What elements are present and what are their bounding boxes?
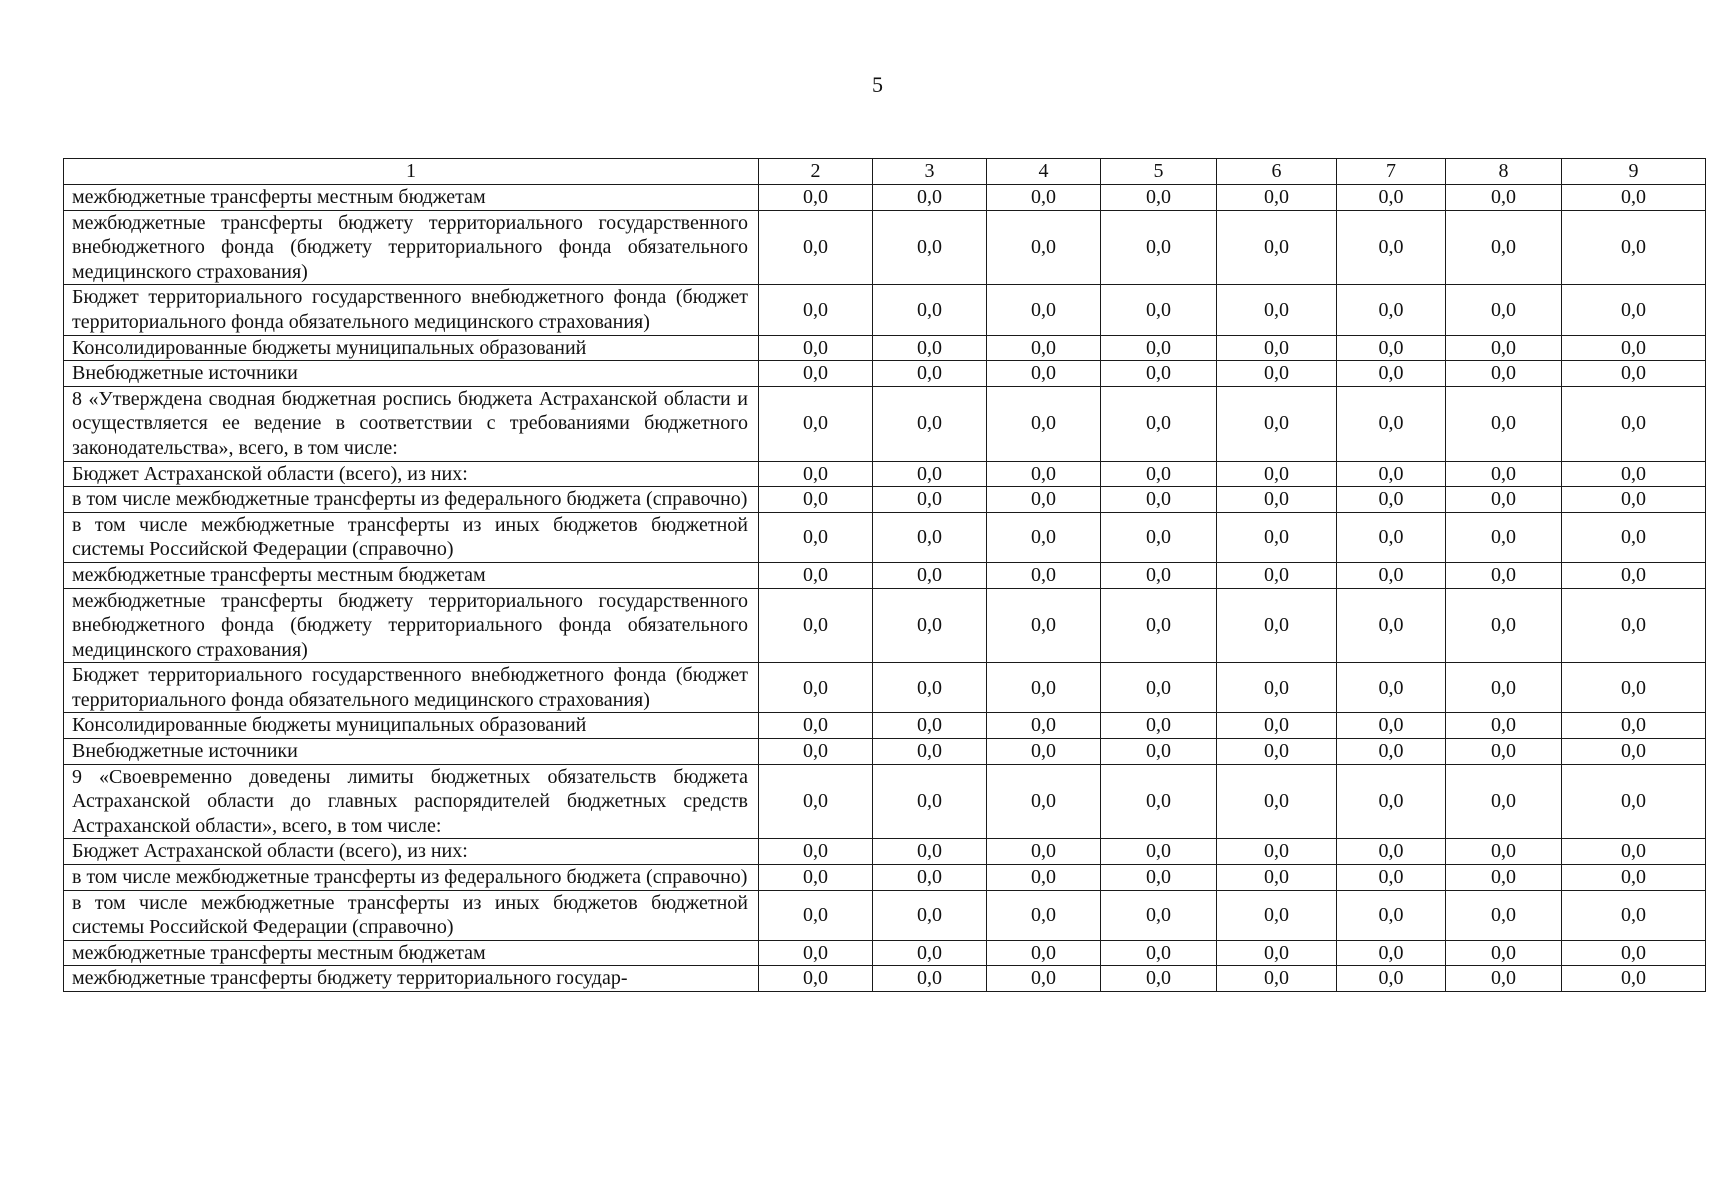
value-cell: 0,0 xyxy=(1446,839,1562,865)
value-cell: 0,0 xyxy=(759,739,873,765)
value-cell: 0,0 xyxy=(873,663,987,713)
value-cell: 0,0 xyxy=(1101,739,1217,765)
value-cell: 0,0 xyxy=(1217,386,1337,461)
row-label: межбюджетные трансферты бюджету территориального государственного внебюджетного фонда (бюджету территориального фонда обязательного медицинского страхования) xyxy=(64,210,759,285)
value-cell: 0,0 xyxy=(873,966,987,992)
table-row xyxy=(64,940,1706,966)
value-cell: 0,0 xyxy=(759,562,873,588)
value-cell: 0,0 xyxy=(987,361,1101,387)
value-cell: 0,0 xyxy=(987,588,1101,663)
value-cell: 0,0 xyxy=(1562,940,1706,966)
value-cell: 0,0 xyxy=(873,940,987,966)
value-cell: 0,0 xyxy=(1101,865,1217,891)
value-cell: 0,0 xyxy=(1217,512,1337,562)
table-row xyxy=(64,890,1706,940)
value-cell: 0,0 xyxy=(1337,839,1446,865)
row-label: в том числе межбюджетные трансферты из федерального бюджета (справочно) xyxy=(64,865,759,891)
value-cell: 0,0 xyxy=(1446,940,1562,966)
value-cell: 0,0 xyxy=(1217,839,1337,865)
column-header-9: 9 xyxy=(1562,159,1706,185)
value-cell: 0,0 xyxy=(1337,512,1446,562)
value-cell: 0,0 xyxy=(1217,210,1337,285)
value-cell: 0,0 xyxy=(1101,185,1217,211)
value-cell: 0,0 xyxy=(1217,335,1337,361)
value-cell: 0,0 xyxy=(1446,890,1562,940)
row-label: Бюджет Астраханской области (всего), из них: xyxy=(64,839,759,865)
value-cell: 0,0 xyxy=(759,487,873,513)
value-cell: 0,0 xyxy=(987,461,1101,487)
table-row xyxy=(64,764,1706,839)
value-cell: 0,0 xyxy=(1562,562,1706,588)
value-cell: 0,0 xyxy=(873,210,987,285)
value-cell: 0,0 xyxy=(1101,361,1217,387)
value-cell: 0,0 xyxy=(1337,185,1446,211)
value-cell: 0,0 xyxy=(1562,185,1706,211)
row-label: Бюджет территориального государственного внебюджетного фонда (бюджет территориального фонда обязательного медицинского страхования) xyxy=(64,285,759,335)
value-cell: 0,0 xyxy=(1446,588,1562,663)
column-header-3: 3 xyxy=(873,159,987,185)
column-header-8: 8 xyxy=(1446,159,1562,185)
value-cell: 0,0 xyxy=(987,663,1101,713)
value-cell: 0,0 xyxy=(1337,335,1446,361)
column-header-5: 5 xyxy=(1101,159,1217,185)
value-cell: 0,0 xyxy=(873,713,987,739)
value-cell: 0,0 xyxy=(759,512,873,562)
value-cell: 0,0 xyxy=(873,386,987,461)
value-cell: 0,0 xyxy=(1446,966,1562,992)
table-row xyxy=(64,839,1706,865)
value-cell: 0,0 xyxy=(1562,588,1706,663)
value-cell: 0,0 xyxy=(873,285,987,335)
value-cell: 0,0 xyxy=(1337,562,1446,588)
value-cell: 0,0 xyxy=(1562,839,1706,865)
value-cell: 0,0 xyxy=(1101,386,1217,461)
value-cell: 0,0 xyxy=(1217,890,1337,940)
value-cell: 0,0 xyxy=(759,966,873,992)
budget-table xyxy=(63,158,1706,992)
value-cell: 0,0 xyxy=(1446,461,1562,487)
value-cell: 0,0 xyxy=(759,663,873,713)
value-cell: 0,0 xyxy=(1101,210,1217,285)
value-cell: 0,0 xyxy=(873,890,987,940)
table-row xyxy=(64,185,1706,211)
value-cell: 0,0 xyxy=(873,335,987,361)
row-label: 8 «Утверждена сводная бюджетная роспись бюджета Астраханской области и осуществляется ее ведение в соответствии с требованиями бюджетного законодательства», всего, в том числе: xyxy=(64,386,759,461)
value-cell: 0,0 xyxy=(1562,487,1706,513)
value-cell: 0,0 xyxy=(1337,361,1446,387)
value-cell: 0,0 xyxy=(873,487,987,513)
value-cell: 0,0 xyxy=(1562,713,1706,739)
value-cell: 0,0 xyxy=(1562,335,1706,361)
row-label: межбюджетные трансферты местным бюджетам xyxy=(64,562,759,588)
value-cell: 0,0 xyxy=(1101,335,1217,361)
value-cell: 0,0 xyxy=(1446,764,1562,839)
table-row xyxy=(64,588,1706,663)
value-cell: 0,0 xyxy=(1217,764,1337,839)
value-cell: 0,0 xyxy=(759,713,873,739)
value-cell: 0,0 xyxy=(1337,487,1446,513)
value-cell: 0,0 xyxy=(873,588,987,663)
value-cell: 0,0 xyxy=(1101,966,1217,992)
value-cell: 0,0 xyxy=(873,739,987,765)
row-label: межбюджетные трансферты местным бюджетам xyxy=(64,185,759,211)
value-cell: 0,0 xyxy=(987,487,1101,513)
value-cell: 0,0 xyxy=(1337,588,1446,663)
row-label: Бюджет территориального государственного внебюджетного фонда (бюджет территориального фонда обязательного медицинского страхования) xyxy=(64,663,759,713)
table-row xyxy=(64,713,1706,739)
value-cell: 0,0 xyxy=(873,764,987,839)
value-cell: 0,0 xyxy=(759,335,873,361)
row-label: Консолидированные бюджеты муниципальных образований xyxy=(64,335,759,361)
value-cell: 0,0 xyxy=(1101,764,1217,839)
value-cell: 0,0 xyxy=(759,839,873,865)
value-cell: 0,0 xyxy=(759,588,873,663)
value-cell: 0,0 xyxy=(987,386,1101,461)
value-cell: 0,0 xyxy=(873,839,987,865)
value-cell: 0,0 xyxy=(873,361,987,387)
column-header-1: 1 xyxy=(64,159,759,185)
value-cell: 0,0 xyxy=(759,865,873,891)
value-cell: 0,0 xyxy=(1562,739,1706,765)
value-cell: 0,0 xyxy=(1337,663,1446,713)
value-cell: 0,0 xyxy=(987,839,1101,865)
value-cell: 0,0 xyxy=(1101,461,1217,487)
value-cell: 0,0 xyxy=(759,185,873,211)
table-row xyxy=(64,966,1706,992)
row-label: Консолидированные бюджеты муниципальных образований xyxy=(64,713,759,739)
value-cell: 0,0 xyxy=(987,335,1101,361)
value-cell: 0,0 xyxy=(1446,512,1562,562)
column-header-7: 7 xyxy=(1337,159,1446,185)
table-row xyxy=(64,461,1706,487)
value-cell: 0,0 xyxy=(1562,512,1706,562)
table-header xyxy=(64,159,1706,185)
value-cell: 0,0 xyxy=(1446,210,1562,285)
value-cell: 0,0 xyxy=(873,562,987,588)
value-cell: 0,0 xyxy=(1217,185,1337,211)
table-row xyxy=(64,487,1706,513)
value-cell: 0,0 xyxy=(987,739,1101,765)
value-cell: 0,0 xyxy=(987,210,1101,285)
table-row xyxy=(64,335,1706,361)
value-cell: 0,0 xyxy=(759,361,873,387)
table-row xyxy=(64,562,1706,588)
value-cell: 0,0 xyxy=(1337,739,1446,765)
table-row xyxy=(64,663,1706,713)
value-cell: 0,0 xyxy=(987,966,1101,992)
value-cell: 0,0 xyxy=(1562,966,1706,992)
value-cell: 0,0 xyxy=(759,285,873,335)
value-cell: 0,0 xyxy=(1217,663,1337,713)
value-cell: 0,0 xyxy=(1101,839,1217,865)
value-cell: 0,0 xyxy=(1217,285,1337,335)
value-cell: 0,0 xyxy=(1446,185,1562,211)
value-cell: 0,0 xyxy=(1217,940,1337,966)
row-label: 9 «Своевременно доведены лимиты бюджетных обязательств бюджета Астраханской области до главных распорядителей бюджетных средств Астраханской области», всего, в том числе: xyxy=(64,764,759,839)
value-cell: 0,0 xyxy=(759,764,873,839)
value-cell: 0,0 xyxy=(1337,713,1446,739)
column-header-2: 2 xyxy=(759,159,873,185)
value-cell: 0,0 xyxy=(1446,487,1562,513)
value-cell: 0,0 xyxy=(873,461,987,487)
value-cell: 0,0 xyxy=(1217,739,1337,765)
value-cell: 0,0 xyxy=(1562,285,1706,335)
table-row xyxy=(64,361,1706,387)
value-cell: 0,0 xyxy=(1101,512,1217,562)
value-cell: 0,0 xyxy=(1562,361,1706,387)
value-cell: 0,0 xyxy=(1337,865,1446,891)
value-cell: 0,0 xyxy=(1101,285,1217,335)
table-row xyxy=(64,386,1706,461)
row-label: Внебюджетные источники xyxy=(64,739,759,765)
row-label: в том числе межбюджетные трансферты из иных бюджетов бюджетной системы Российской Федерации (справочно) xyxy=(64,512,759,562)
column-header-6: 6 xyxy=(1217,159,1337,185)
table-row xyxy=(64,285,1706,335)
value-cell: 0,0 xyxy=(873,865,987,891)
row-label: в том числе межбюджетные трансферты из иных бюджетов бюджетной системы Российской Федерации (справочно) xyxy=(64,890,759,940)
value-cell: 0,0 xyxy=(873,512,987,562)
value-cell: 0,0 xyxy=(1446,285,1562,335)
value-cell: 0,0 xyxy=(1337,940,1446,966)
value-cell: 0,0 xyxy=(1101,890,1217,940)
table-row xyxy=(64,210,1706,285)
value-cell: 0,0 xyxy=(759,940,873,966)
value-cell: 0,0 xyxy=(987,512,1101,562)
value-cell: 0,0 xyxy=(1446,739,1562,765)
value-cell: 0,0 xyxy=(759,386,873,461)
value-cell: 0,0 xyxy=(1337,461,1446,487)
value-cell: 0,0 xyxy=(1446,865,1562,891)
value-cell: 0,0 xyxy=(1337,386,1446,461)
row-label: межбюджетные трансферты бюджету территориального государственного внебюджетного фонда (бюджету территориального фонда обязательного медицинского страхования) xyxy=(64,588,759,663)
row-label: Внебюджетные источники xyxy=(64,361,759,387)
value-cell: 0,0 xyxy=(1217,713,1337,739)
value-cell: 0,0 xyxy=(1101,588,1217,663)
value-cell: 0,0 xyxy=(1337,764,1446,839)
value-cell: 0,0 xyxy=(1562,386,1706,461)
row-label: Бюджет Астраханской области (всего), из них: xyxy=(64,461,759,487)
value-cell: 0,0 xyxy=(1217,461,1337,487)
value-cell: 0,0 xyxy=(1562,461,1706,487)
row-label: межбюджетные трансферты местным бюджетам xyxy=(64,940,759,966)
value-cell: 0,0 xyxy=(1337,890,1446,940)
value-cell: 0,0 xyxy=(759,890,873,940)
value-cell: 0,0 xyxy=(987,940,1101,966)
header-row xyxy=(64,159,1706,185)
value-cell: 0,0 xyxy=(1217,588,1337,663)
value-cell: 0,0 xyxy=(987,713,1101,739)
value-cell: 0,0 xyxy=(1337,285,1446,335)
value-cell: 0,0 xyxy=(1217,487,1337,513)
value-cell: 0,0 xyxy=(1217,865,1337,891)
table-row xyxy=(64,512,1706,562)
value-cell: 0,0 xyxy=(759,210,873,285)
value-cell: 0,0 xyxy=(759,461,873,487)
table-body xyxy=(64,185,1706,992)
value-cell: 0,0 xyxy=(1101,487,1217,513)
value-cell: 0,0 xyxy=(1217,966,1337,992)
row-label: межбюджетные трансферты бюджету территориального государ- xyxy=(64,966,759,992)
value-cell: 0,0 xyxy=(1217,562,1337,588)
row-label: в том числе межбюджетные трансферты из федерального бюджета (справочно) xyxy=(64,487,759,513)
page-number: 5 xyxy=(872,72,883,97)
value-cell: 0,0 xyxy=(1562,865,1706,891)
value-cell: 0,0 xyxy=(1446,562,1562,588)
value-cell: 0,0 xyxy=(987,890,1101,940)
value-cell: 0,0 xyxy=(1562,210,1706,285)
value-cell: 0,0 xyxy=(1446,335,1562,361)
value-cell: 0,0 xyxy=(1446,386,1562,461)
value-cell: 0,0 xyxy=(1446,663,1562,713)
value-cell: 0,0 xyxy=(1101,562,1217,588)
value-cell: 0,0 xyxy=(1562,764,1706,839)
value-cell: 0,0 xyxy=(987,865,1101,891)
value-cell: 0,0 xyxy=(873,185,987,211)
table-row xyxy=(64,865,1706,891)
value-cell: 0,0 xyxy=(987,285,1101,335)
value-cell: 0,0 xyxy=(987,185,1101,211)
value-cell: 0,0 xyxy=(1217,361,1337,387)
value-cell: 0,0 xyxy=(1562,663,1706,713)
value-cell: 0,0 xyxy=(1446,361,1562,387)
value-cell: 0,0 xyxy=(1337,210,1446,285)
column-header-4: 4 xyxy=(987,159,1101,185)
value-cell: 0,0 xyxy=(1446,713,1562,739)
value-cell: 0,0 xyxy=(1337,966,1446,992)
value-cell: 0,0 xyxy=(1101,663,1217,713)
value-cell: 0,0 xyxy=(1101,713,1217,739)
value-cell: 0,0 xyxy=(987,562,1101,588)
table-row xyxy=(64,739,1706,765)
value-cell: 0,0 xyxy=(987,764,1101,839)
value-cell: 0,0 xyxy=(1562,890,1706,940)
value-cell: 0,0 xyxy=(1101,940,1217,966)
